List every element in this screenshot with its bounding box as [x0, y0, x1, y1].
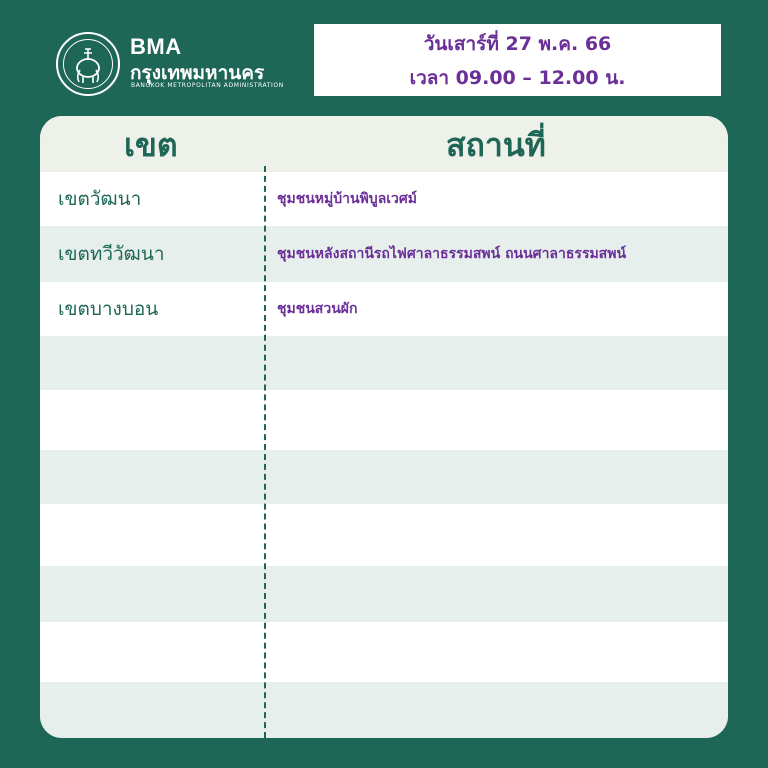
location-table: [40, 116, 728, 738]
table-row: [40, 390, 728, 450]
table-row: [40, 682, 728, 738]
table-row: [40, 566, 728, 622]
schedule-time: เวลา 09.00 – 12.00 น.: [409, 67, 626, 89]
brand-thai-name: กรุงเทพมหานคร: [130, 62, 265, 84]
table-row: [40, 450, 728, 504]
district-cell: เขตบางบอน: [58, 298, 159, 320]
column-divider: [264, 166, 266, 738]
table-header: [40, 116, 728, 172]
header-place: สถานที่: [446, 126, 546, 164]
place-cell: ชุมชนสวนผัก: [277, 301, 358, 317]
place-cell: ชุมชนหลังสถานีรถไฟศาลาธรรมสพน์ ถนนศาลาธรรมสพน์: [277, 246, 627, 262]
bma-seal-icon: [56, 32, 120, 96]
schedule-date: วันเสาร์ที่ 27 พ.ค. 66: [423, 33, 612, 55]
brand-short-name: BMA: [130, 34, 182, 59]
table-row: [40, 336, 728, 390]
schedule-box: [314, 24, 721, 96]
header-district: เขต: [124, 126, 178, 164]
table-row: [40, 504, 728, 566]
bma-logo: [56, 30, 306, 100]
district-cell: เขตวัฒนา: [58, 188, 142, 210]
table-row: [40, 172, 728, 226]
table-row: [40, 282, 728, 336]
table-row: [40, 622, 728, 682]
place-cell: ชุมชนหมู่บ้านพิบูลเวศม์: [277, 191, 418, 207]
brand-english-name: BANGKOK METROPOLITAN ADMINISTRATION: [131, 82, 284, 89]
district-cell: เขตทวีวัฒนา: [58, 243, 165, 265]
table-row: [40, 226, 728, 282]
